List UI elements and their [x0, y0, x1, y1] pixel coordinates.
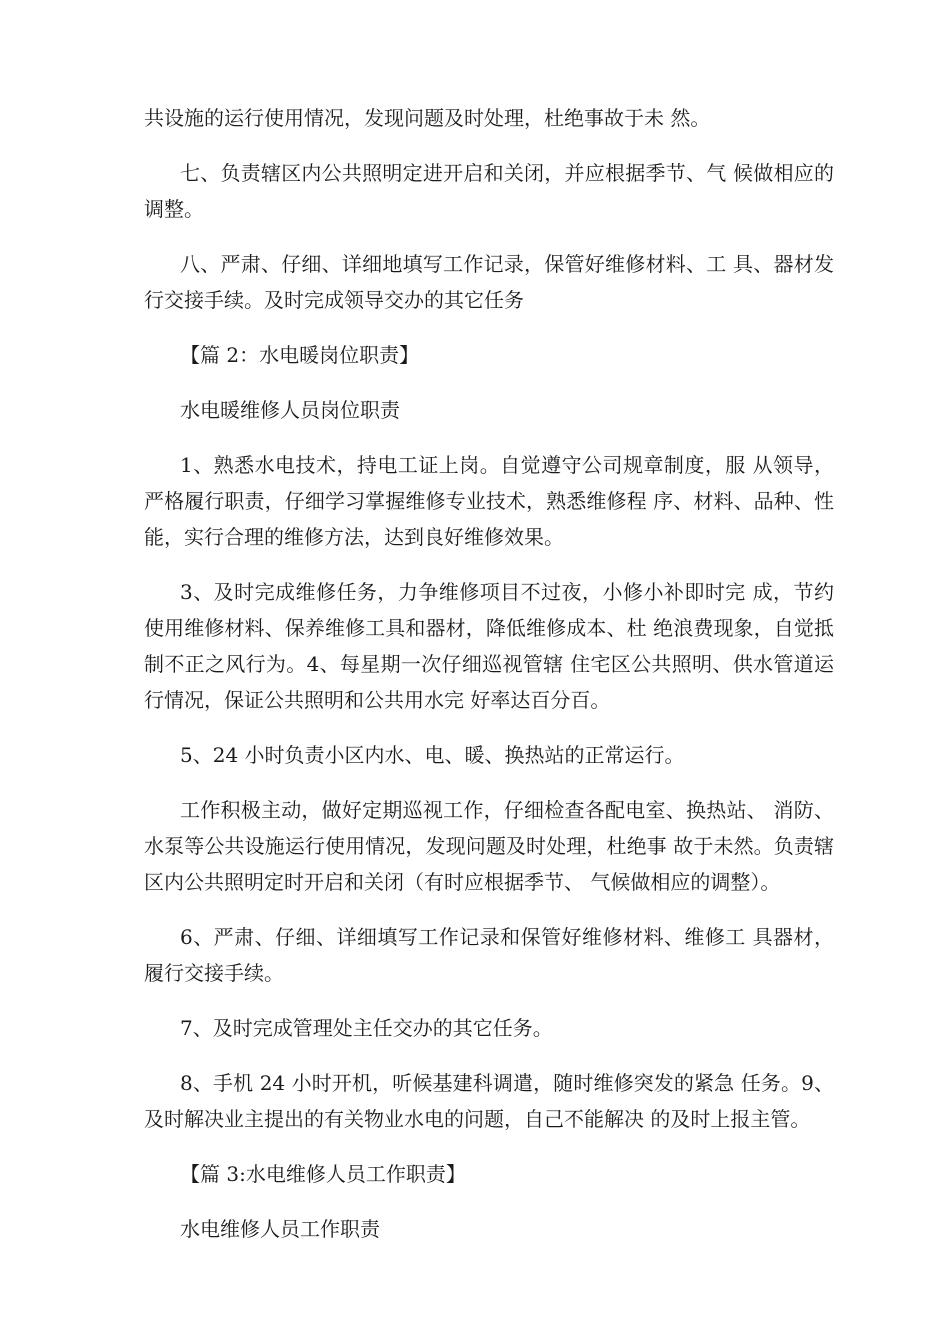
- paragraph-item-8: 八、严肃、仔细、详细地填写工作记录，保管好维修材料、工 具、器材发行交接手续。及时完成领导交办的其它任务: [144, 252, 834, 312]
- paragraph-duty-3: 3、及时完成维修任务，力争维修项目不过夜，小修小补即时完 成，节约使用维修材料、保养维修工具和器材，降低维修成本、杜 绝浪费现象，自觉抵制不正之风行为。4、每星期一次仔细巡视管辖 住宅区公共照明、供水管道运行情况，保证公共照明和公共用水完 好率达百分百。: [144, 580, 834, 712]
- section-heading-3: 【篇 3:水电维修人员工作职责】: [180, 1162, 466, 1186]
- section-subtitle-2: 水电暖维修人员岗位职责: [180, 398, 400, 422]
- paragraph-duty-6: 6、严肃、仔细、详细填写工作记录和保管好维修材料、维修工 具器材，履行交接手续。: [144, 925, 834, 985]
- paragraph-duty-7: 7、及时完成管理处主任交办的其它任务。: [180, 1016, 553, 1040]
- paragraph-duty-1: 1、熟悉水电技术，持电工证上岗。自觉遵守公司规章制度，服 从领导，严格履行职责，仔细学习掌握维修专业技术，熟悉维修程 序、材料、品种、性能，实行合理的维修方法，达到良好维修效果。: [144, 453, 834, 549]
- paragraph-continuation: 共设施的运行使用情况，发现问题及时处理，杜绝事故于未 然。: [144, 106, 711, 130]
- section-heading-2: 【篇 2：水电暖岗位职责】: [180, 343, 420, 367]
- paragraph-duty-8: 8、手机 24 小时开机，听候基建科调遣，随时维修突发的紧急 任务。9、及时解决业主提出的有关物业水电的问题，自己不能解决 的及时上报主管。: [144, 1071, 834, 1131]
- paragraph-duty-5: 5、24 小时负责小区内水、电、暖、换热站的正常运行。: [180, 743, 685, 767]
- document-page: [144, 100, 834, 1266]
- paragraph-item-7: 七、负责辖区内公共照明定进开启和关闭，并应根据季节、气 候做相应的调整。: [144, 161, 834, 221]
- section-subtitle-3: 水电维修人员工作职责: [180, 1217, 380, 1241]
- paragraph-inspection: 工作积极主动，做好定期巡视工作，仔细检查各配电室、换热站、 消防、水泵等公共设施运行使用情况，发现问题及时处理，杜绝事 故于未然。负责辖区内公共照明定时开启和关闭（有时应根据季节、 气候做相应的调整）。: [144, 798, 834, 894]
